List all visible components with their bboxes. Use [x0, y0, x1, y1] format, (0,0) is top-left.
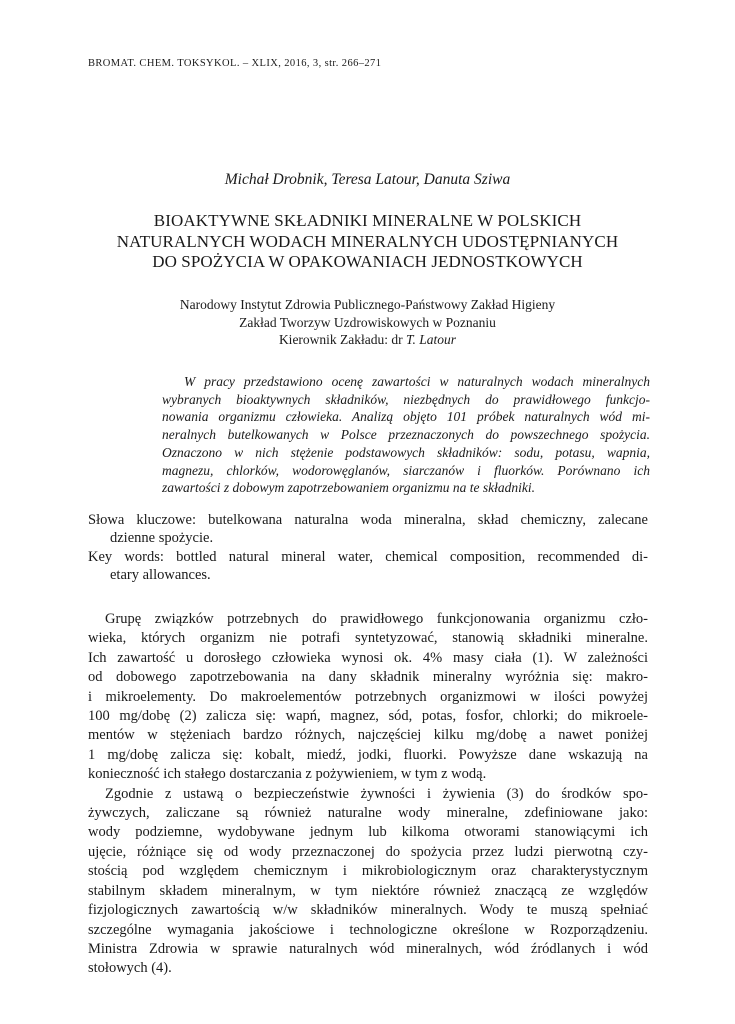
keywords-line: dzienne spożycie. [110, 529, 214, 546]
body-line: wieka, których organizm nie potrafi syntetyzować, stanowią składniki mineralne. [88, 630, 648, 647]
author-list: Michał Drobnik, Teresa Latour, Danuta Sziwa [224, 171, 511, 188]
body-line: mentów w stężeniach bardzo różnych, najczęściej kilku mg/dobę a nawet poniżej [88, 727, 648, 744]
body-line: Zgodnie z ustawą o bezpieczeństwie żywności i żywienia (3) do środków spo- [105, 785, 648, 802]
body-line: ujęcie, różniące się od wody przeznaczonej do spożycia przez ludzi pierwotną czy- [88, 843, 648, 860]
abstract [162, 373, 650, 497]
body-line: żywczych, zaliczane są również naturalne wody mineralne, zdefiniowane jako: [88, 805, 648, 822]
abstract-line: Oznaczono w nich stężenie podstawowych składników: sodu, potasu, wapnia, [162, 444, 650, 460]
article-title [70, 211, 665, 273]
body-line: 100 mg/dobę (2) zalicza się: wapń, magnez, sód, potas, fosfor, chlorki; do mikroele- [88, 708, 648, 725]
affiliation-head-label: Kierownik Zakładu: dr [278, 332, 407, 347]
abstract-line: magnezu, chlorków, wodorowęglanów, siarczanów i fluorków. Porównano ich [162, 462, 650, 478]
body-line: 1 mg/dobę zalicza się: kobalt, miedź, jodki, fluorki. Powyższe dane wskazują na [88, 746, 648, 763]
affiliation-institute: Narodowy Instytut Zdrowia Publicznego-Państwowy Zakład Higieny [179, 297, 556, 312]
title-line: NATURALNYCH WODACH MINERALNYCH UDOSTĘPNIANYCH [116, 231, 619, 251]
body-line: Grupę związków potrzebnych do prawidłowego funkcjonowania organizmu czło- [105, 611, 648, 627]
title-line: DO SPOŻYCIA W OPAKOWANIACH JEDNOSTKOWYCH [152, 252, 583, 271]
paragraph-2 [88, 785, 648, 979]
abstract-line: nowania organizmu człowieka. Analizą objęto 101 próbek naturalnych wód mi- [162, 409, 650, 425]
body-line: od dobowego zapotrzebowania na dany składnik mineralny wyróżnia się: makro- [88, 669, 648, 686]
body-line: Ministra Zdrowia w sprawie naturalnych wód mineralnych, wód źródlanych i wód [88, 940, 648, 957]
body-line: stością pod względem chemicznym i mikrobiologicznym oraz charakterystycznym [88, 863, 648, 880]
body-line: stabilnym składem mineralnym, w tym niektóre również znaczącą ze względów [88, 882, 648, 899]
abstract-line: neralnych butelkowanych w Polsce przeznaczonych do powszechnego spożycia. [162, 427, 650, 443]
keywords-line: Słowa kluczowe: butelkowana naturalna woda mineralna, skład chemiczny, zalecane [88, 512, 648, 528]
affiliation-head [60, 331, 675, 349]
title-line: BIOAKTYWNE SKŁADNIKI MINERALNE W POLSKICH [153, 211, 582, 230]
paragraph-1 [88, 610, 648, 785]
journal-header: BROMAT. CHEM. TOKSYKOL. – XLIX, 2016, 3, str. 266–271 [88, 58, 382, 69]
body-text [88, 610, 648, 979]
body-line: szczególne wymagania jakościowe i technologiczne określone w Rozporządzeniu. [88, 921, 648, 938]
body-line: konieczność ich stałego dostarczania z pożywieniem, w tym z wodą. [88, 766, 487, 783]
abstract-line: W pracy przedstawiono ocenę zawartości w naturalnych wodach mineralnych [184, 374, 650, 389]
abstract-line: zawartości z dobowym zapotrzebowaniem organizmu na te składniki. [162, 480, 535, 496]
keywords-polish [88, 512, 648, 548]
body-line: i mikroelementy. Do makroelementów potrzebnych organizmowi w ilości powyżej [88, 688, 648, 705]
affiliation [60, 296, 675, 349]
keywords-line: etary allowances. [110, 566, 211, 583]
abstract-line: wybranych bioaktywnych składników, niezbędnych do prawidłowego funkcjo- [162, 391, 650, 407]
keywords-english [88, 549, 648, 585]
affiliation-department: Zakład Tworzyw Uzdrowiskowych w Poznaniu [239, 314, 496, 330]
body-line: Ich zawartość u dorosłego człowieka wynosi ok. 4% masy ciała (1). W zależności [88, 649, 648, 666]
keywords-line: Key words: bottled natural mineral water, chemical composition, recommended di- [88, 549, 648, 565]
affiliation-head-name: T. Latour [406, 332, 457, 347]
body-line: fizjologicznych zawartością w/w składników mineralnych. Wody te muszą spełniać [88, 902, 648, 919]
body-line: stołowych (4). [88, 960, 172, 977]
body-line: wody podziemne, wydobywane jednym lub kilkoma otworami stanowiącymi ich [88, 824, 648, 841]
